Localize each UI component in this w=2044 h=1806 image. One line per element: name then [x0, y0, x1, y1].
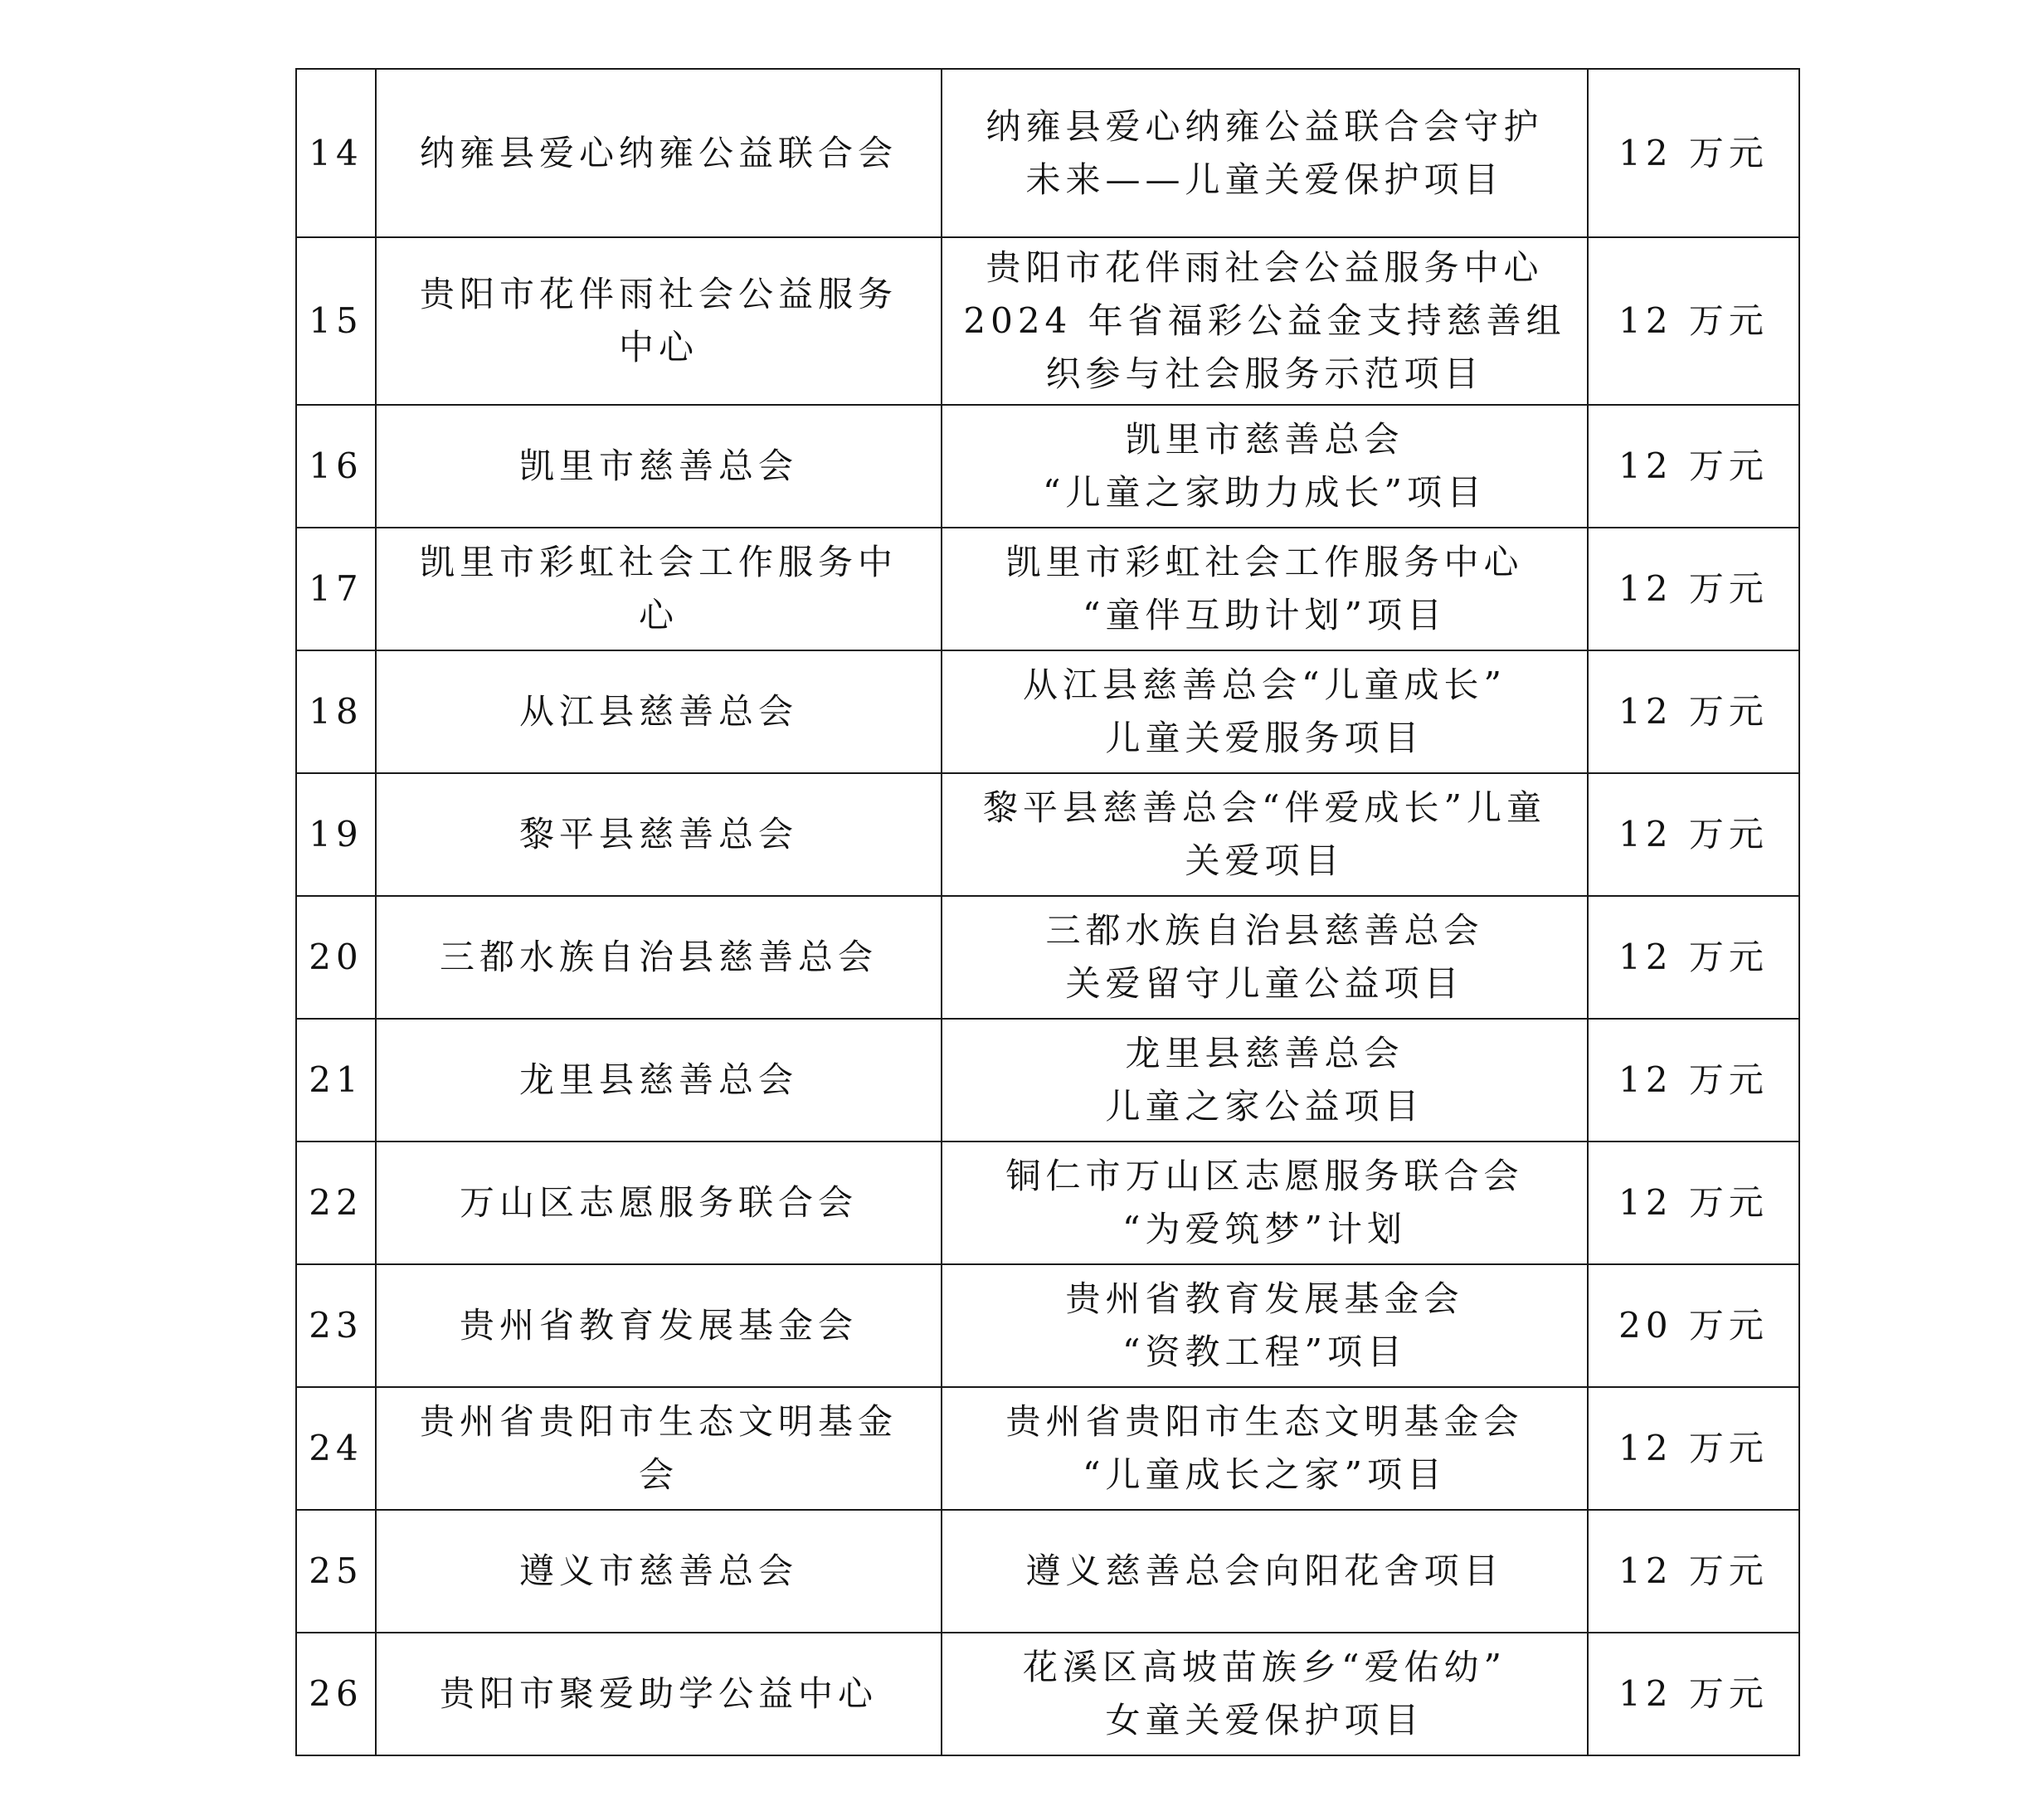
project-name: 凯里市慈善总会 “儿童之家助力成长”项目 [942, 405, 1588, 528]
grant-amount: 12 万元 [1588, 1510, 1799, 1633]
table-row [296, 773, 1799, 896]
project-name: 贵州省教育发展基金会 “资教工程”项目 [942, 1264, 1588, 1387]
table-row [296, 69, 1799, 237]
organization-name: 凯里市慈善总会 [376, 405, 942, 528]
grant-amount: 20 万元 [1588, 1264, 1799, 1387]
project-name: 纳雍县爱心纳雍公益联合会守护 未来——儿童关爱保护项目 [942, 69, 1588, 237]
row-number: 19 [296, 773, 376, 896]
table-row [296, 1142, 1799, 1264]
project-name: 黎平县慈善总会“伴爱成长”儿童 关爱项目 [942, 773, 1588, 896]
grant-amount: 12 万元 [1588, 237, 1799, 405]
table-row [296, 405, 1799, 528]
project-name: 遵义慈善总会向阳花舍项目 [942, 1510, 1588, 1633]
row-number: 18 [296, 650, 376, 773]
table-row [296, 650, 1799, 773]
row-number: 17 [296, 528, 376, 650]
organization-name: 从江县慈善总会 [376, 650, 942, 773]
organization-name: 龙里县慈善总会 [376, 1019, 942, 1142]
grant-amount: 12 万元 [1588, 773, 1799, 896]
organization-name: 凯里市彩虹社会工作服务中 心 [376, 528, 942, 650]
grant-table [295, 68, 1800, 1756]
grant-amount: 12 万元 [1588, 1387, 1799, 1510]
grant-amount: 12 万元 [1588, 69, 1799, 237]
project-name: 龙里县慈善总会 儿童之家公益项目 [942, 1019, 1588, 1142]
row-number: 20 [296, 896, 376, 1019]
table-row [296, 896, 1799, 1019]
organization-name: 贵阳市聚爱助学公益中心 [376, 1633, 942, 1755]
row-number: 14 [296, 69, 376, 237]
organization-name: 三都水族自治县慈善总会 [376, 896, 942, 1019]
row-number: 21 [296, 1019, 376, 1142]
row-number: 26 [296, 1633, 376, 1755]
table-row [296, 237, 1799, 405]
row-number: 25 [296, 1510, 376, 1633]
grant-amount: 12 万元 [1588, 1633, 1799, 1755]
project-name: 花溪区高坡苗族乡“爱佑幼” 女童关爱保护项目 [942, 1633, 1588, 1755]
project-name: 铜仁市万山区志愿服务联合会 “为爱筑梦”计划 [942, 1142, 1588, 1264]
organization-name: 纳雍县爱心纳雍公益联合会 [376, 69, 942, 237]
organization-name: 万山区志愿服务联合会 [376, 1142, 942, 1264]
table-row [296, 1510, 1799, 1633]
grant-table-body [296, 69, 1799, 1755]
project-name: 贵阳市花伴雨社会公益服务中心 2024 年省福彩公益金支持慈善组 织参与社会服务示范项目 [942, 237, 1588, 405]
project-name: 三都水族自治县慈善总会 关爱留守儿童公益项目 [942, 896, 1588, 1019]
project-name: 从江县慈善总会“儿童成长” 儿童关爱服务项目 [942, 650, 1588, 773]
table-row [296, 1019, 1799, 1142]
row-number: 15 [296, 237, 376, 405]
row-number: 16 [296, 405, 376, 528]
grant-amount: 12 万元 [1588, 1019, 1799, 1142]
organization-name: 贵州省贵阳市生态文明基金 会 [376, 1387, 942, 1510]
grant-amount: 12 万元 [1588, 405, 1799, 528]
grant-amount: 12 万元 [1588, 896, 1799, 1019]
organization-name: 贵阳市花伴雨社会公益服务 中心 [376, 237, 942, 405]
grant-amount: 12 万元 [1588, 650, 1799, 773]
row-number: 23 [296, 1264, 376, 1387]
project-name: 凯里市彩虹社会工作服务中心 “童伴互助计划”项目 [942, 528, 1588, 650]
organization-name: 贵州省教育发展基金会 [376, 1264, 942, 1387]
project-name: 贵州省贵阳市生态文明基金会 “儿童成长之家”项目 [942, 1387, 1588, 1510]
table-row [296, 1387, 1799, 1510]
table-row [296, 528, 1799, 650]
table-row [296, 1633, 1799, 1755]
table-row [296, 1264, 1799, 1387]
grant-amount: 12 万元 [1588, 528, 1799, 650]
organization-name: 黎平县慈善总会 [376, 773, 942, 896]
row-number: 22 [296, 1142, 376, 1264]
grant-amount: 12 万元 [1588, 1142, 1799, 1264]
organization-name: 遵义市慈善总会 [376, 1510, 942, 1633]
row-number: 24 [296, 1387, 376, 1510]
